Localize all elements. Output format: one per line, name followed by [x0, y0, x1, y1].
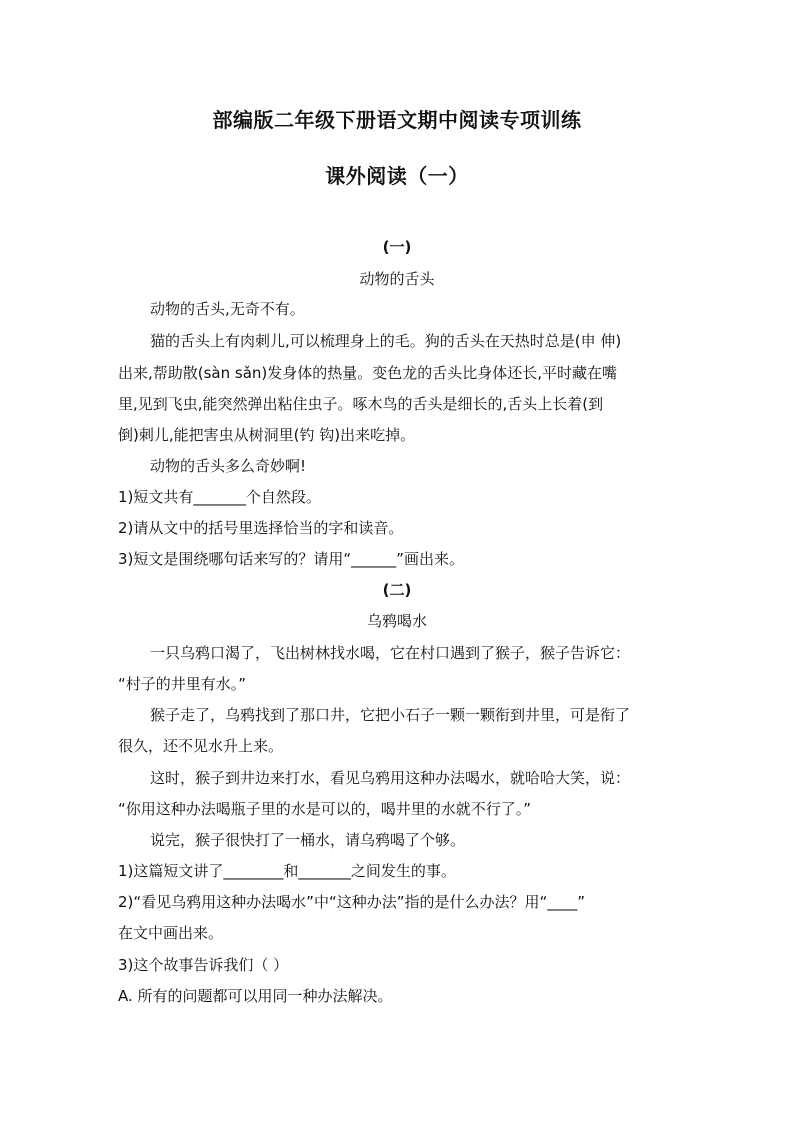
- document-title: 部编版二年级下册语文期中阅读专项训练: [212, 108, 582, 132]
- passage-line: 说完，猴子很快打了一桶水，请乌鸦喝了个够。: [150, 831, 466, 849]
- passage-title-1: 动物的舌头: [359, 270, 435, 288]
- passage-line: “你用这种办法喝瓶子里的水是可以的，喝井里的水就不行了。”: [118, 800, 532, 818]
- document-subtitle: 课外阅读（一）: [325, 164, 469, 188]
- passage-line: 出来,帮助散(sàn sǎn)发身体的热量。变色龙的舌头比身体还长,平时藏在嘴: [118, 364, 618, 382]
- answer-option-a: A. 所有的问题都可以用同一种办法解决。: [118, 987, 393, 1005]
- passage-line: 倒)刺儿,能把害虫从树洞里(钓 钩)出来吃掉。: [118, 426, 416, 444]
- passage-line: 很久，还不见水升上来。: [118, 737, 284, 755]
- passage-title-2: 乌鸦喝水: [366, 612, 427, 630]
- passage-line: 猴子走了，乌鸦找到了那口井，它把小石子一颗一颗衔到井里，可是衔了: [150, 706, 631, 724]
- section-number-2: (二): [382, 581, 412, 599]
- passage-line: 动物的舌头,无奇不有。: [150, 300, 305, 318]
- question-item: 3)这个故事告诉我们（ ）: [118, 956, 289, 974]
- question-item: 2)“看见乌鸦用这种办法喝水”中“这种办法”指的是什么办法？用“____”: [118, 893, 586, 911]
- question-item: 1)短文共有_______个自然段。: [118, 488, 321, 506]
- passage-line: 里,见到飞虫,能突然弹出粘住虫子。啄木鸟的舌头是细长的,舌头上长着(到: [118, 395, 604, 413]
- passage-line: 动物的舌头多么奇妙啊!: [150, 457, 307, 475]
- passage-line: 一只乌鸦口渴了，飞出树林找水喝，它在村口遇到了猴子，猴子告诉它：: [150, 644, 631, 662]
- passage-line: 这时，猴子到井边来打水，看见乌鸦用这种办法喝水，就哈哈大笑，说：: [150, 769, 631, 787]
- passage-line: 猫的舌头上有肉刺儿,可以梳理身上的毛。狗的舌头在天热时总是(申 伸): [150, 332, 622, 350]
- question-item: 在文中画出来。: [118, 924, 224, 942]
- question-item: 1)这篇短文讲了________和_______之间发生的事。: [118, 862, 456, 880]
- section-number-1: (一): [382, 238, 412, 256]
- question-item: 2)请从文中的括号里选择恰当的字和读音。: [118, 519, 404, 537]
- question-item: 3)短文是围绕哪句话来写的？请用“______”画出来。: [118, 550, 464, 568]
- passage-line: “村子的井里有水。”: [118, 675, 247, 693]
